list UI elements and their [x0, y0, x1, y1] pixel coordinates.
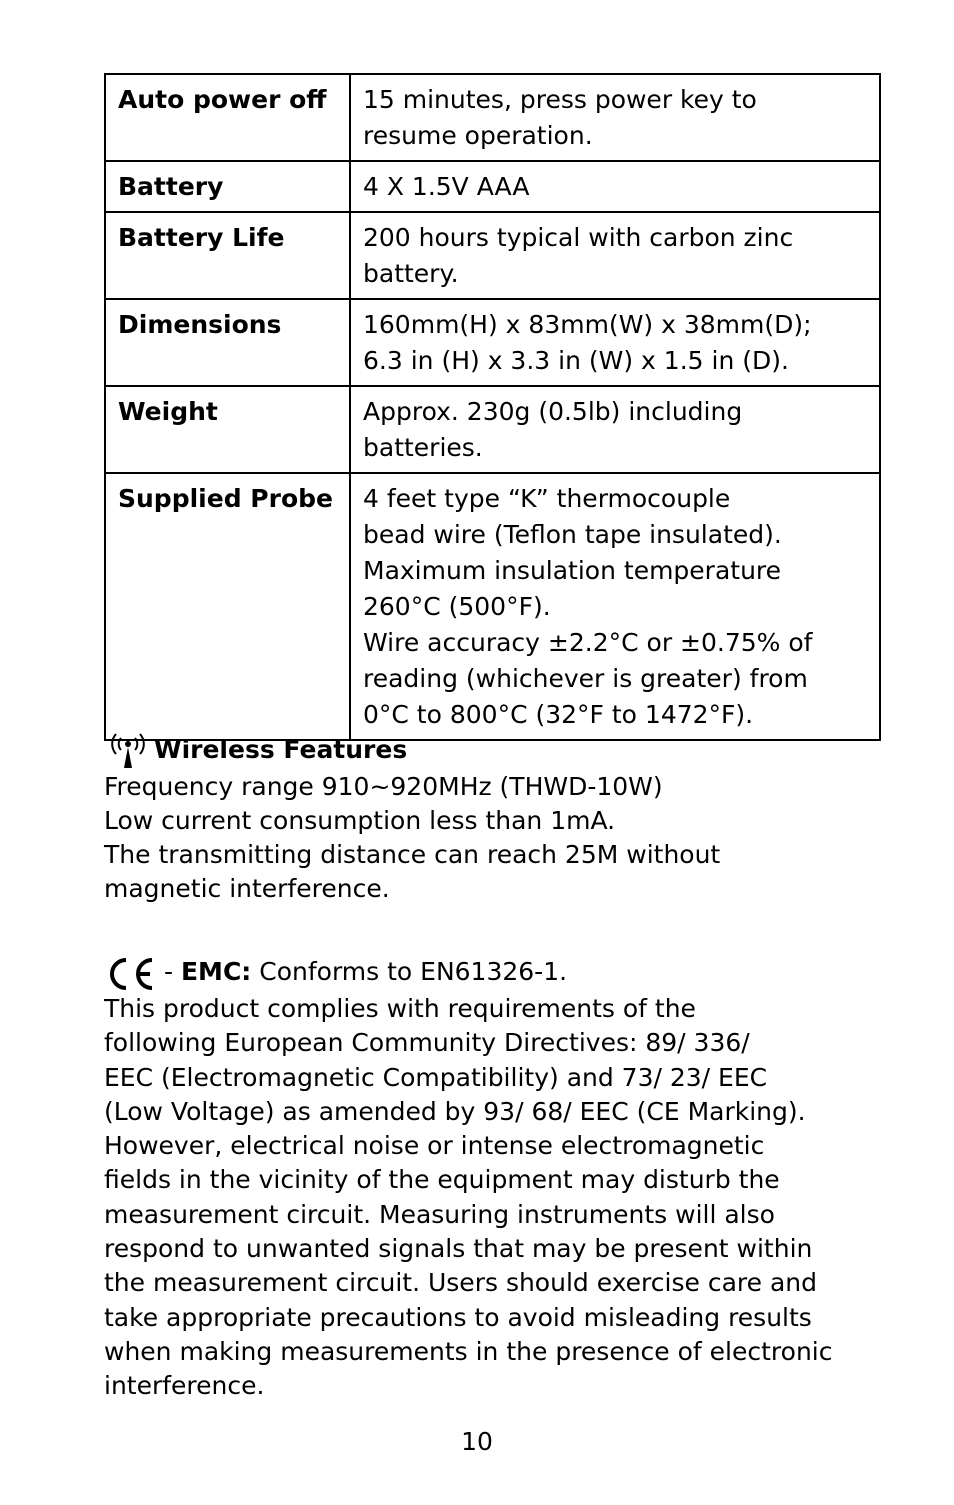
spec-value: Approx. 230g (0.5lb) including batteries.: [350, 386, 880, 473]
emc-conformance: Conforms to EN61326-1.: [259, 957, 568, 986]
text-line: interference.: [104, 1371, 265, 1401]
spec-label: Weight: [105, 386, 350, 473]
table-row: [105, 473, 880, 740]
wireless-features-heading: [104, 730, 904, 770]
spec-value: 15 minutes, press power key to resume operation.: [350, 74, 880, 161]
specifications-table: [104, 73, 881, 741]
text-line: when making measurements in the presence of electronic: [104, 1336, 833, 1366]
text-line: fields in the vicinity of the equipment may disturb the: [104, 1165, 780, 1195]
emc-heading: [104, 952, 904, 992]
text-line: measurement circuit. Measuring instruments will also: [104, 1199, 775, 1229]
text-line: magnetic interference.: [104, 874, 390, 903]
text-line: EEC (Electromagnetic Compatibility) and 73/ 23/ EEC: [104, 1062, 768, 1092]
emc-description: [104, 992, 904, 1404]
wireless-title: Wireless Features: [154, 735, 408, 764]
table-row: [105, 161, 880, 212]
emc-section: [104, 952, 904, 1404]
ce-mark-icon: [104, 956, 156, 992]
spec-label: Dimensions: [105, 299, 350, 386]
spec-value: 200 hours typical with carbon zinc battery.: [350, 212, 880, 299]
text-line: take appropriate precautions to avoid misleading results: [104, 1302, 812, 1332]
page-number: 10: [461, 1427, 493, 1456]
text-line: Low current consumption less than 1mA.: [104, 806, 616, 835]
spec-label: Supplied Probe: [105, 473, 350, 740]
spec-label: Auto power off: [105, 74, 350, 161]
text-line: following European Community Directives: 89/ 336/: [104, 1028, 750, 1058]
emc-separator: -: [164, 957, 174, 986]
spec-value: 160mm(H) x 83mm(W) x 38mm(D); 6.3 in (H) x 3.3 in (W) x 1.5 in (D).: [350, 299, 880, 386]
spec-value: 4 feet type “K” thermocouple bead wire (Teflon tape insulated). Maximum insulation temperature 260°C (500°F). Wire accuracy ±2.2°C or ±0.75% of reading (whichever is greater) from 0°C to 800°C (32°F to 1472°F).: [350, 473, 880, 740]
emc-label: EMC:: [180, 957, 252, 986]
table-row: [105, 212, 880, 299]
text-line: Frequency range 910~920MHz (THWD-10W): [104, 772, 663, 801]
text-line: the measurement circuit. Users should exercise care and: [104, 1268, 817, 1298]
text-line: The transmitting distance can reach 25M without: [104, 840, 721, 869]
spec-value: 4 X 1.5V AAA: [350, 161, 880, 212]
wireless-features-section: [104, 730, 904, 906]
table-row: [105, 386, 880, 473]
table-row: [105, 74, 880, 161]
spec-label: Battery Life: [105, 212, 350, 299]
text-line: This product complies with requirements of the: [104, 994, 696, 1023]
spec-label: Battery: [105, 161, 350, 212]
wireless-antenna-icon: [108, 730, 148, 770]
text-line: (Low Voltage) as amended by 93/ 68/ EEC (CE Marking).: [104, 1096, 806, 1126]
text-line: However, electrical noise or intense electromagnetic: [104, 1131, 765, 1161]
table-row: [105, 299, 880, 386]
text-line: respond to unwanted signals that may be present within: [104, 1234, 813, 1264]
wireless-description: [104, 770, 904, 906]
